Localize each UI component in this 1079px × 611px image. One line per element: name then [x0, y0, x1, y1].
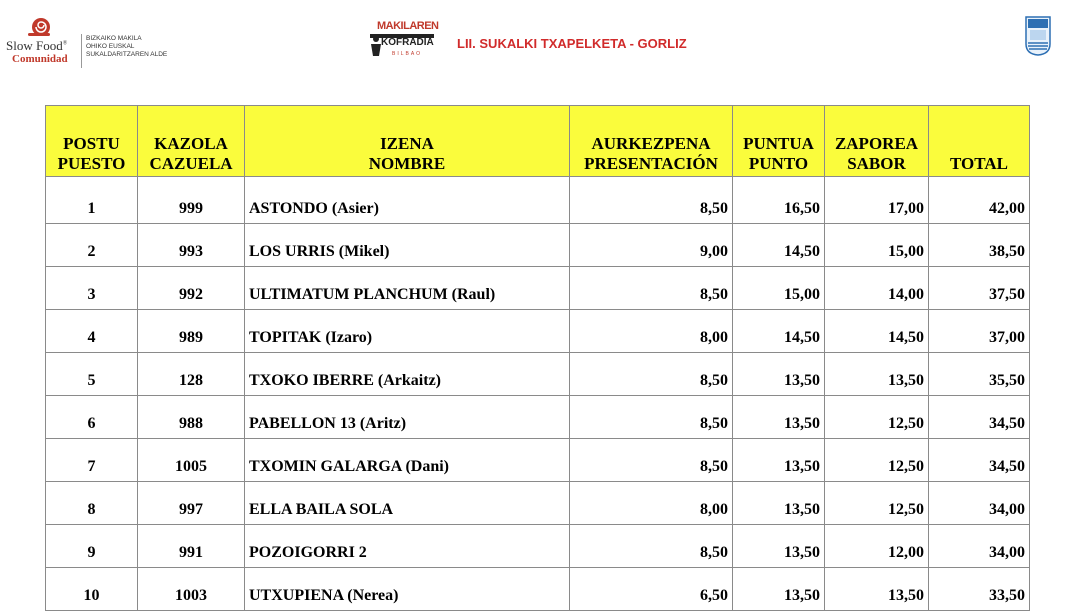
cell-presentation: 6,50 — [570, 568, 733, 611]
table-row — [46, 177, 1030, 224]
cell-presentation: 9,00 — [570, 224, 733, 267]
registered-mark: ® — [62, 40, 68, 47]
cell-name: TXOKO IBERRE (Arkaitz) — [245, 353, 570, 396]
snail-icon — [28, 16, 52, 38]
column-header-punto: PUNTUA PUNTO — [733, 106, 825, 177]
cell-sabor: 13,50 — [825, 353, 929, 396]
column-header-position: POSTU PUESTO — [46, 106, 138, 177]
cell-presentation: 8,00 — [570, 482, 733, 525]
cell-name: ASTONDO (Asier) — [245, 177, 570, 224]
cell-name: ULTIMATUM PLANCHUM (Raul) — [245, 267, 570, 310]
tagline-line: SUKALDARITZAREN ALDE — [86, 51, 168, 58]
cell-position: 9 — [46, 525, 138, 568]
cell-presentation: 8,00 — [570, 310, 733, 353]
cell-position: 10 — [46, 568, 138, 611]
cell-punto: 13,50 — [733, 568, 825, 611]
cell-name: TXOMIN GALARGA (Dani) — [245, 439, 570, 482]
cell-total: 33,50 — [929, 568, 1030, 611]
table-row — [46, 224, 1030, 267]
table-row — [46, 568, 1030, 611]
cell-sabor: 12,50 — [825, 396, 929, 439]
column-header-presentation: AURKEZPENA PRESENTACIÓN — [570, 106, 733, 177]
table-row — [46, 525, 1030, 568]
cell-cazuela: 997 — [138, 482, 245, 525]
makilaren-word: MAKILAREN — [377, 20, 439, 32]
cell-name: TOPITAK (Izaro) — [245, 310, 570, 353]
table-row — [46, 482, 1030, 525]
cell-cazuela: 988 — [138, 396, 245, 439]
logo-divider — [81, 34, 82, 68]
cell-total: 42,00 — [929, 177, 1030, 224]
cell-total: 35,50 — [929, 353, 1030, 396]
cell-sabor: 13,50 — [825, 568, 929, 611]
cell-sabor: 15,00 — [825, 224, 929, 267]
cell-presentation: 8,50 — [570, 177, 733, 224]
cell-presentation: 8,50 — [570, 396, 733, 439]
cell-total: 37,50 — [929, 267, 1030, 310]
cell-cazuela: 999 — [138, 177, 245, 224]
cell-presentation: 8,50 — [570, 439, 733, 482]
cell-total: 34,00 — [929, 482, 1030, 525]
column-header-sabor: ZAPOREA SABOR — [825, 106, 929, 177]
kofradia-word: KOFRADIA — [381, 37, 434, 48]
cell-total: 34,50 — [929, 439, 1030, 482]
cell-punto: 13,50 — [733, 353, 825, 396]
slow-food-community: Comunidad — [12, 53, 68, 65]
cell-cazuela: 989 — [138, 310, 245, 353]
cell-punto: 13,50 — [733, 482, 825, 525]
makilaren-city: BILBAO — [392, 51, 423, 57]
cell-sabor: 12,50 — [825, 439, 929, 482]
cell-cazuela: 991 — [138, 525, 245, 568]
cell-name: UTXUPIENA (Nerea) — [245, 568, 570, 611]
slow-food-name: Slow Food — [6, 38, 63, 53]
cell-cazuela: 993 — [138, 224, 245, 267]
cell-punto: 13,50 — [733, 525, 825, 568]
tagline-line: OHIKO EUSKAL — [86, 43, 135, 50]
cell-position: 1 — [46, 177, 138, 224]
cell-name: ELLA BAILA SOLA — [245, 482, 570, 525]
cell-cazuela: 1003 — [138, 568, 245, 611]
cell-punto: 14,50 — [733, 310, 825, 353]
cell-sabor: 17,00 — [825, 177, 929, 224]
cell-total: 34,50 — [929, 396, 1030, 439]
cell-position: 5 — [46, 353, 138, 396]
column-header-total: TOTAL — [929, 106, 1030, 177]
cell-sabor: 12,50 — [825, 482, 929, 525]
table-row — [46, 396, 1030, 439]
cell-punto: 13,50 — [733, 396, 825, 439]
cell-name: LOS URRIS (Mikel) — [245, 224, 570, 267]
cell-position: 4 — [46, 310, 138, 353]
cell-sabor: 12,00 — [825, 525, 929, 568]
event-title: LII. SUKALKI TXAPELKETA - GORLIZ — [457, 36, 687, 51]
cell-cazuela: 992 — [138, 267, 245, 310]
column-header-name: IZENA NOMBRE — [245, 106, 570, 177]
cell-position: 2 — [46, 224, 138, 267]
cell-presentation: 8,50 — [570, 267, 733, 310]
cell-position: 7 — [46, 439, 138, 482]
table-row — [46, 439, 1030, 482]
makilaren-kofradia-logo — [367, 20, 441, 62]
cell-total: 37,00 — [929, 310, 1030, 353]
slow-food-logo — [6, 14, 181, 64]
cell-cazuela: 1005 — [138, 439, 245, 482]
cell-punto: 13,50 — [733, 439, 825, 482]
cell-total: 38,50 — [929, 224, 1030, 267]
cell-sabor: 14,00 — [825, 267, 929, 310]
cell-punto: 14,50 — [733, 224, 825, 267]
cell-presentation: 8,50 — [570, 353, 733, 396]
cell-total: 34,00 — [929, 525, 1030, 568]
cell-sabor: 14,50 — [825, 310, 929, 353]
table-header-row — [46, 106, 1030, 177]
tagline-line: BIZKAIKO MAKILA — [86, 35, 142, 42]
column-header-cazuela: KAZOLA CAZUELA — [138, 106, 245, 177]
table-row — [46, 353, 1030, 396]
cell-cazuela: 128 — [138, 353, 245, 396]
table-row — [46, 267, 1030, 310]
table-row — [46, 310, 1030, 353]
results-table — [45, 105, 1030, 611]
cell-punto: 15,00 — [733, 267, 825, 310]
cell-position: 3 — [46, 267, 138, 310]
cell-presentation: 8,50 — [570, 525, 733, 568]
cell-name: PABELLON 13 (Aritz) — [245, 396, 570, 439]
cell-punto: 16,50 — [733, 177, 825, 224]
cell-name: POZOIGORRI 2 — [245, 525, 570, 568]
cell-position: 8 — [46, 482, 138, 525]
coat-of-arms-icon — [1025, 16, 1051, 56]
cell-position: 6 — [46, 396, 138, 439]
slow-food-tagline — [86, 35, 167, 59]
